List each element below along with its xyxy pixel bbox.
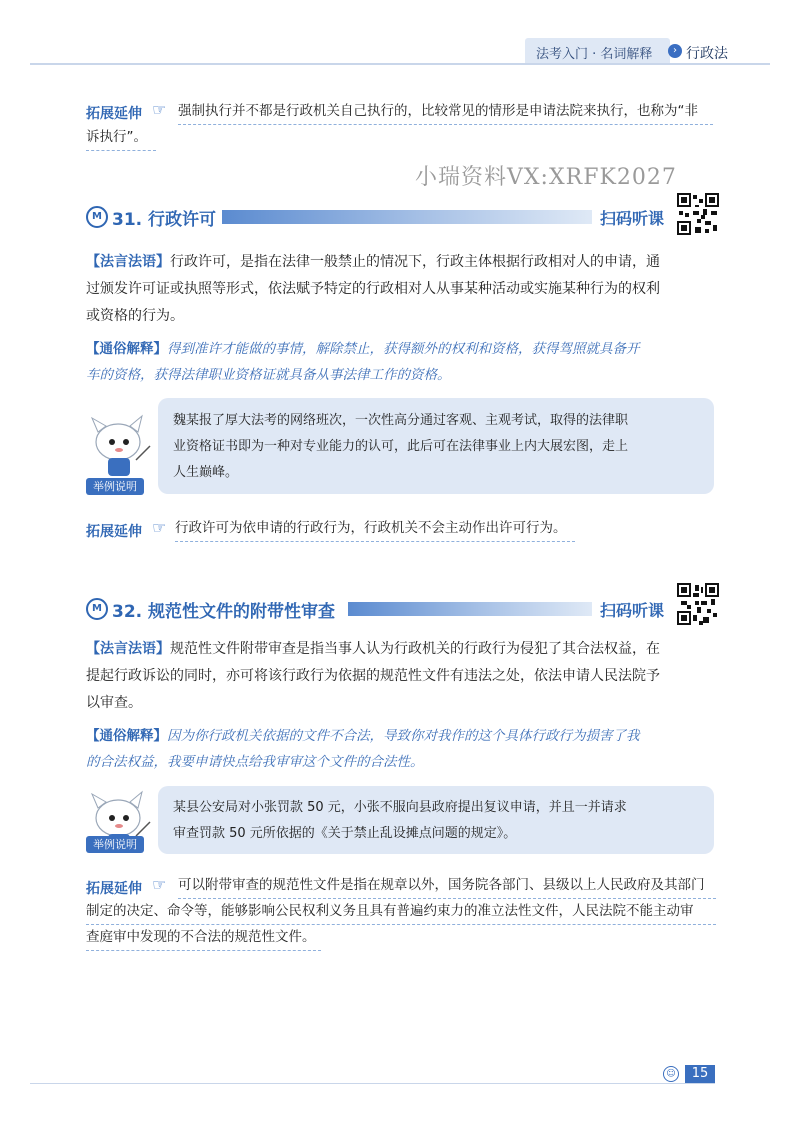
header-title: 法考入门 · 名词解释 bbox=[536, 47, 653, 62]
extension-text-line: 行政许可为依申请的行政行为，行政机关不会主动作出许可行为。 bbox=[175, 515, 575, 542]
popular-tag: 【通俗解释】 bbox=[86, 341, 167, 357]
qr-code-icon[interactable] bbox=[677, 193, 719, 235]
example-line: 业资格证书即为一种对专业能力的认可，此后可在法律事业上内大展宏图，走上 bbox=[173, 439, 629, 454]
popular-line: 车的资格，获得法律职业资格证就具备从事法律工作的资格。 bbox=[86, 367, 451, 383]
legal-line bbox=[86, 249, 716, 276]
section-icon: M bbox=[86, 598, 108, 620]
header-divider bbox=[30, 63, 770, 65]
popular-explanation bbox=[86, 723, 716, 775]
pointing-hand-icon: ☞ bbox=[152, 100, 167, 119]
legal-tag: 【法言法语】 bbox=[86, 254, 170, 270]
example-text bbox=[173, 795, 709, 847]
page-number: 15 bbox=[685, 1065, 715, 1083]
example-line: 人生巅峰。 bbox=[173, 465, 239, 480]
legal-definition bbox=[86, 249, 716, 330]
extension-text-line: 诉执行”。 bbox=[86, 124, 156, 151]
example-line: 审查罚款 50 元所依据的《关于禁止乱设摊点问题的规定》。 bbox=[173, 826, 517, 841]
legal-text: 行政许可，是指在法律一般禁止的情况下，行政主体根据行政相对人的申请，通 bbox=[170, 254, 660, 270]
chevron-right-icon: › bbox=[668, 44, 682, 58]
popular-line: 的合法权益，我要申请快点给我审审这个文件的合法性。 bbox=[86, 754, 424, 770]
popular-tag: 【通俗解释】 bbox=[86, 728, 167, 744]
section-title-bar bbox=[222, 210, 592, 224]
popular-text: 得到准许才能做的事情，解除禁止，获得额外的权利和资格，获得驾照就具备开 bbox=[167, 341, 640, 357]
legal-definition bbox=[86, 636, 716, 717]
extension-text-line: 制定的决定、命令等，能够影响公民权利义务且具有普遍约束力的准立法性文件，人民法院不能主动审 bbox=[86, 898, 716, 925]
legal-tag: 【法言法语】 bbox=[86, 641, 170, 657]
mascot-icon bbox=[84, 410, 156, 480]
extension-text-line: 强制执行并不都是行政机关自己执行的，比较常见的情形是申请法院来执行，也称为“非 bbox=[178, 98, 713, 125]
legal-text: 规范性文件附带审查是指当事人认为行政机关的行政行为侵犯了其合法权益，在 bbox=[170, 641, 660, 657]
pointing-hand-icon: ☞ bbox=[152, 875, 167, 894]
extension-label: 拓展延伸 bbox=[86, 881, 142, 897]
example-line: 某县公安局对小张罚款 50 元，小张不服向县政府提出复议申请，并且一并请求 bbox=[173, 800, 627, 815]
watermark: 小瑞资料VX:XRFK2027 bbox=[415, 165, 677, 190]
example-label: 举例说明 bbox=[86, 478, 144, 495]
section-icon: M bbox=[86, 206, 108, 228]
legal-line bbox=[86, 636, 716, 663]
section-title: 31. 行政许可 bbox=[112, 210, 217, 230]
extension-text-line: 查庭审中发现的不合法的规范性文件。 bbox=[86, 924, 321, 951]
pointing-hand-icon: ☞ bbox=[152, 518, 167, 537]
legal-line: 提起行政诉讼的同时，亦可将该行政行为依据的规范性文件有违法之处，依法申请人民法院予 bbox=[86, 668, 660, 684]
popular-explanation bbox=[86, 336, 716, 388]
legal-line: 过颁发许可证或执照等形式，依法赋予特定的行政相对人从事某种活动或实施某种行为的权利 bbox=[86, 281, 660, 297]
extension-label: 拓展延伸 bbox=[86, 106, 142, 122]
section-title-bar bbox=[348, 602, 592, 616]
qr-code-icon[interactable] bbox=[677, 583, 719, 625]
page-icon: ☺ bbox=[663, 1066, 679, 1082]
scan-to-listen-label: 扫码听课 bbox=[600, 209, 665, 228]
footer-divider bbox=[30, 1083, 715, 1084]
popular-text: 因为你行政机关依据的文件不合法，导致你对我作的这个具体行政行为损害了我 bbox=[167, 728, 640, 744]
example-text bbox=[173, 408, 709, 486]
popular-line bbox=[86, 723, 716, 749]
example-label: 举例说明 bbox=[86, 836, 144, 853]
legal-line: 或资格的行为。 bbox=[86, 308, 184, 324]
extension-text-line: 可以附带审查的规范性文件是指在规章以外，国务院各部门、县级以上人民政府及其部门 bbox=[178, 872, 716, 899]
popular-line bbox=[86, 336, 716, 362]
section-title: 32. 规范性文件的附带性审查 bbox=[112, 602, 336, 622]
scan-to-listen-label: 扫码听课 bbox=[600, 601, 665, 620]
header-subtitle: 行政法 bbox=[686, 46, 728, 62]
extension-label: 拓展延伸 bbox=[86, 524, 142, 540]
example-line: 魏某报了厚大法考的网络班次，一次性高分通过客观、主观考试，取得的法律职 bbox=[173, 413, 629, 428]
legal-line: 以审查。 bbox=[86, 695, 142, 711]
